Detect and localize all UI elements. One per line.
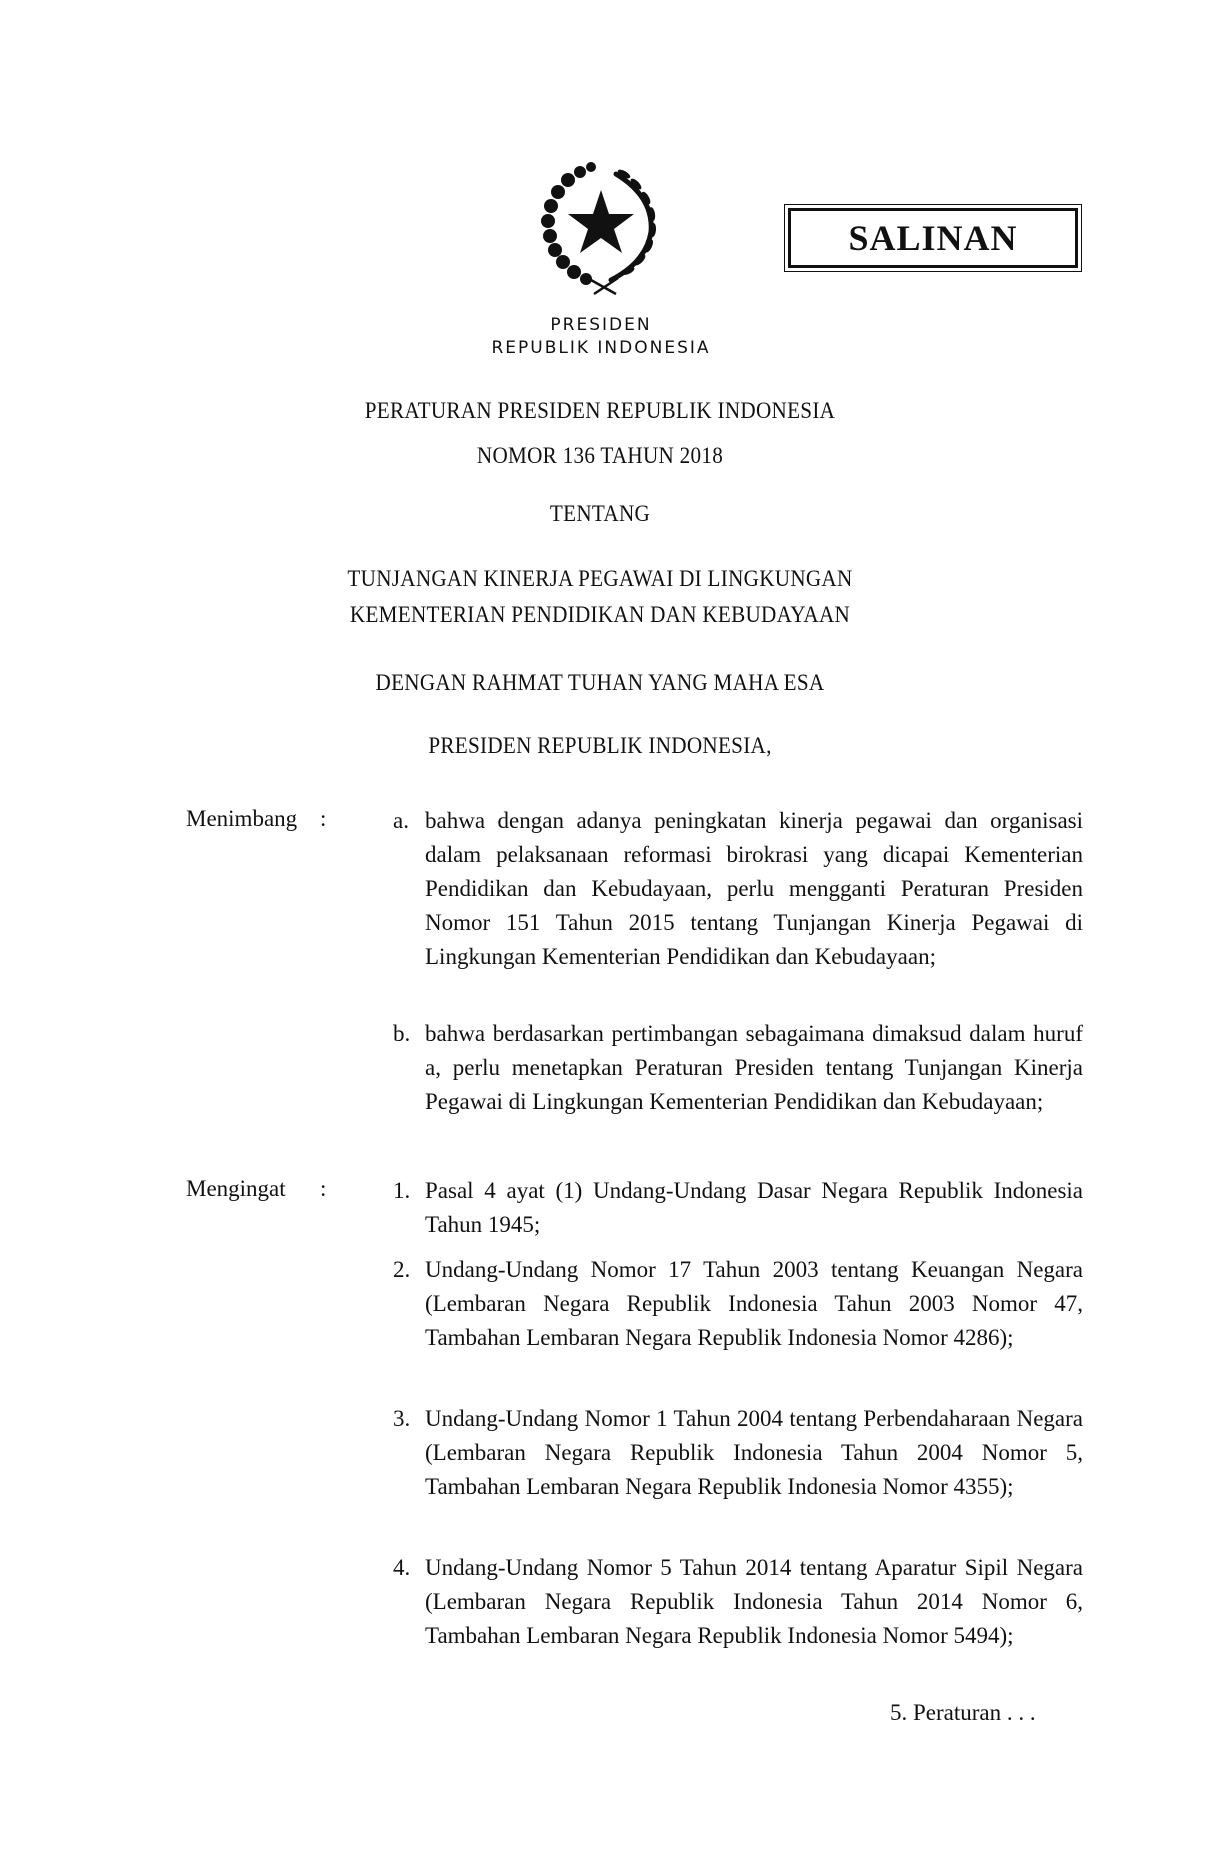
mengingat-item-4 xyxy=(393,1551,1083,1653)
menimbang-label: Menimbang xyxy=(186,806,298,831)
mengingat-colon: : xyxy=(320,1176,327,1201)
office-label-republik: REPUBLIK INDONESIA xyxy=(491,338,711,358)
regulation-title: PERATURAN PRESIDEN REPUBLIK INDONESIA xyxy=(364,398,836,423)
mengingat-label: Mengingat xyxy=(186,1176,286,1201)
regulation-subject-line2: KEMENTERIAN PENDIDIKAN DAN KEBUDAYAAN xyxy=(349,602,851,627)
item-marker: 1. xyxy=(393,1178,411,1203)
item-marker: b. xyxy=(393,1021,411,1046)
item-text: bahwa berdasarkan pertimbangan sebagaimana dimaksud dalam huruf a, perlu menetapkan Peraturan Presiden tentang Tunjangan Kinerja Pegawai di Lingkungan Kementerian Pendidikan dan Kebudayaan; xyxy=(425,1021,1083,1114)
presidential-emblem-icon xyxy=(536,152,666,300)
item-marker: a. xyxy=(393,808,409,833)
regulation-number: NOMOR 136 TAHUN 2018 xyxy=(476,443,724,468)
office-label-presiden: PRESIDEN xyxy=(550,315,652,335)
item-text: Undang-Undang Nomor 17 Tahun 2003 tentang Keuangan Negara (Lembaran Negara Republik Indonesia Tahun 2003 Nomor 47, Tambahan Lembaran Negara Republik Indonesia Nomor 4286); xyxy=(425,1257,1083,1350)
mengingat-item-1 xyxy=(393,1174,1083,1242)
menimbang-item-a xyxy=(393,804,1083,974)
item-marker: 2. xyxy=(393,1257,411,1282)
regulation-subject-line1: TUNJANGAN KINERJA PEGAWAI DI LINGKUNGAN xyxy=(347,566,853,591)
item-marker: 3. xyxy=(393,1406,411,1431)
menimbang-colon: : xyxy=(320,806,327,831)
mengingat-item-3 xyxy=(393,1402,1083,1504)
item-text: Pasal 4 ayat (1) Undang-Undang Dasar Negara Republik Indonesia Tahun 1945; xyxy=(425,1178,1083,1237)
item-text: Undang-Undang Nomor 5 Tahun 2014 tentang Aparatur Sipil Negara (Lembaran Negara Republik Indonesia Tahun 2014 Nomor 6, Tambahan Lembaran Negara Republik Indonesia Nomor 5494); xyxy=(425,1555,1083,1648)
item-marker: 4. xyxy=(393,1555,411,1580)
salinan-stamp: SALINAN xyxy=(788,208,1078,268)
menimbang-item-b xyxy=(393,1017,1083,1119)
item-text: bahwa dengan adanya peningkatan kinerja pegawai dan organisasi dalam pelaksanaan reformasi birokrasi yang dicapai Kementerian Pendidikan dan Kebudayaan, perlu mengganti Peraturan Presiden Nomor 151 Tahun 2015 tentang Tunjangan Kinerja Pegawai di Lingkungan Kementerian Pendidikan dan Kebudayaan; xyxy=(425,808,1083,969)
mengingat-item-2 xyxy=(393,1253,1083,1355)
regulation-about: TENTANG xyxy=(549,501,651,526)
item-text: Undang-Undang Nomor 1 Tahun 2004 tentang Perbendaharaan Negara (Lembaran Negara Republik Indonesia Tahun 2004 Nomor 5, Tambahan Lembaran Negara Republik Indonesia Nomor 4355); xyxy=(425,1406,1083,1499)
preamble: DENGAN RAHMAT TUHAN YANG MAHA ESA xyxy=(375,670,825,695)
issuer: PRESIDEN REPUBLIK INDONESIA, xyxy=(428,733,772,758)
continuation-note: 5. Peraturan . . . xyxy=(890,1700,1036,1725)
